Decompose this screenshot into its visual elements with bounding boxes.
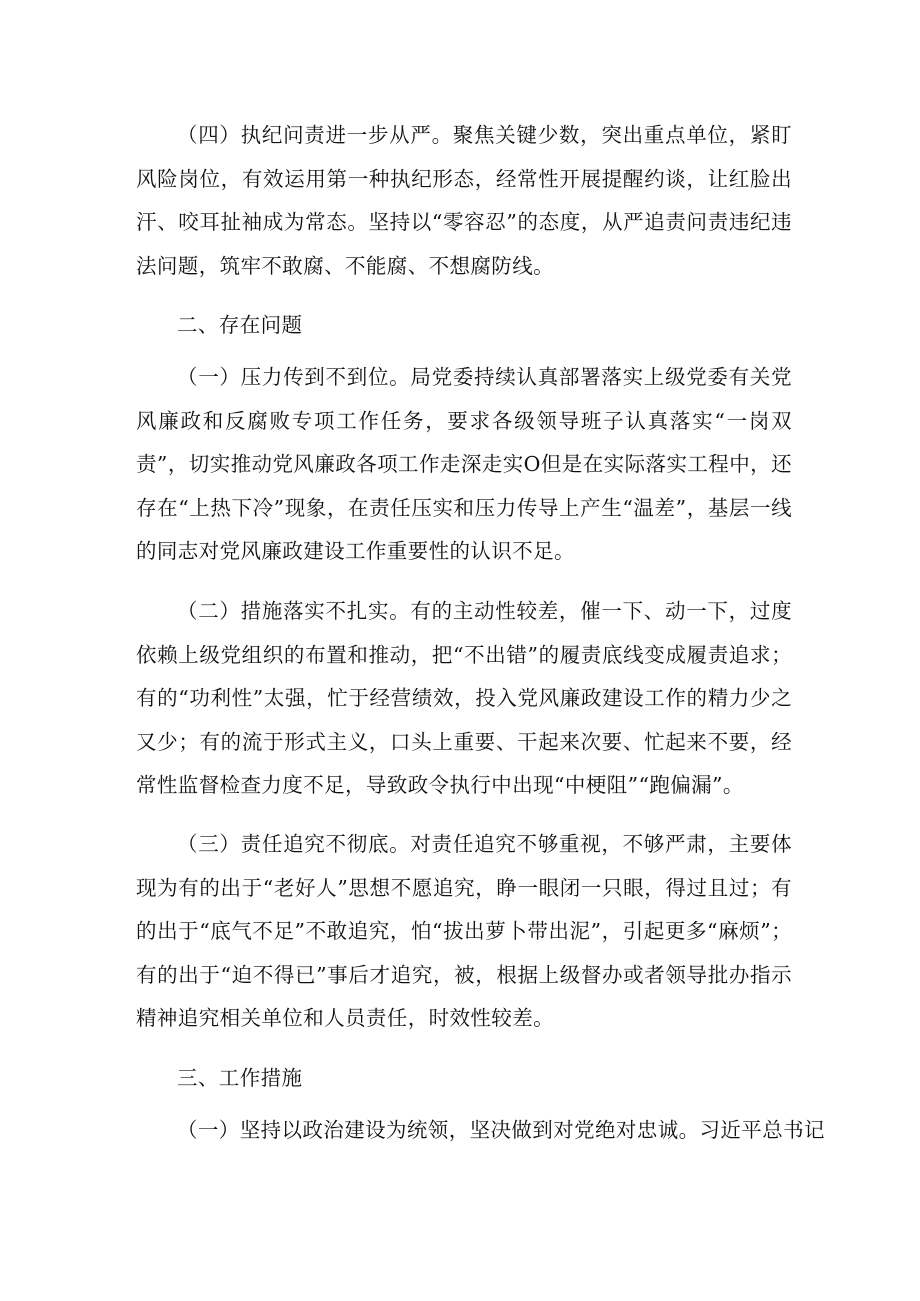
paragraph-accountability-incomplete: （三）责任追究不彻底。对责任追究不够重视，不够严肃，主要体现为有的出于“老好人”思想不愿追究，睁一眼闭一只眼，得过且过；有的出于“底气不足”不敢追究，怕“拔出萝卜带出泥”，引起更多“麻烦”；有的出于“迫不得已”事后才追究，被，根据上级督办或者领导批办指示精神追究相关单位和人员责任，时效性较差。 xyxy=(136,832,792,1031)
paragraph-measures-implementation: （二）措施落实不扎实。有的主动性较差，催一下、动一下，过度依赖上级党组织的布置和推动，把“不出错”的履责底线变成履责追求；有的“功利性”太强，忙于经营绩效，投入党风廉政建设工作的精力少之又少；有的流于形式主义，口头上重要、干起来次要、忙起来不要，经常性监督检查力度不足，导致政令执行中出现“中梗阻”“跑偏漏”。 xyxy=(136,599,792,798)
paragraph-political-construction: （一）坚持以政治建设为统领，坚决做到对党绝对忠诚。习近平总书记 xyxy=(177,1118,825,1142)
section-heading-problems: 二、存在问题 xyxy=(177,313,303,337)
section-heading-work-measures: 三、工作措施 xyxy=(177,1066,303,1090)
paragraph-discipline-accountability: （四）执纪问责进一步从严。聚焦关键少数，突出重点单位，紧盯风险岗位，有效运用第一种执纪形态，经常性开展提醒约谈，让红脸出汗、咬耳扯袖成为常态。坚持以“零容忍”的态度，从严追责问责违纪违法问题，筑牢不敢腐、不能腐、不想腐防线。 xyxy=(136,123,792,278)
paragraph-pressure-transmission: （一）压力传到不到位。局党委持续认真部署落实上级党委有关党风廉政和反腐败专项工作任务，要求各级领导班子认真落实“一岗双责”，切实推动党风廉政各项工作走深走实O但是在实际落实工程中，还存在“上热下冷”现象，在责任压实和压力传导上产生“温差”，基层一线的同志对党风廉政建设工作重要性的认识不足。 xyxy=(136,365,792,564)
